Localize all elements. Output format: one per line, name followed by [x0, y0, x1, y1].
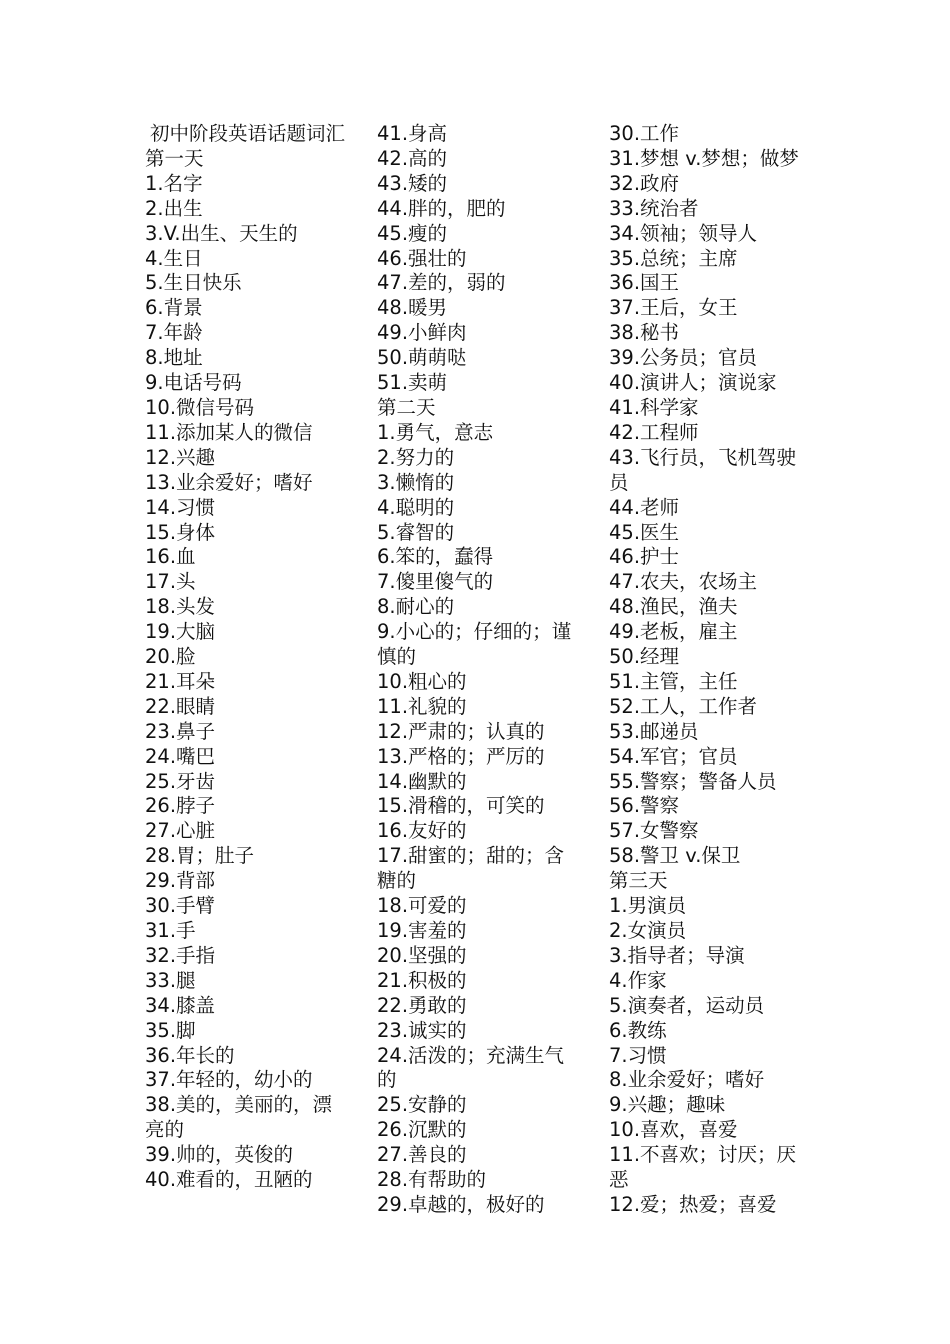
vocab-item: 11.不喜欢；讨厌；厌恶: [609, 1143, 797, 1192]
vocab-item: 36.国王: [609, 271, 680, 295]
vocab-item: 51.卖萌: [377, 371, 448, 395]
vocab-item: 13.业余爱好；嗜好: [145, 470, 313, 494]
vocab-item: 37.年轻的，幼小的: [145, 1068, 313, 1092]
vocab-item: 34.领袖；领导人: [609, 221, 758, 245]
vocab-item: 9.电话号码: [145, 371, 242, 395]
vocab-item: 10.粗心的: [377, 669, 467, 693]
vocab-item: 50.经理: [609, 645, 680, 669]
vocab-item: 33.腿: [145, 968, 196, 992]
vocab-item: 53.邮递员: [609, 719, 699, 743]
vocab-item: 5.睿智的: [377, 520, 455, 544]
vocab-item: 18.头发: [145, 595, 216, 619]
vocab-item: 9.兴趣；趣味: [609, 1093, 726, 1117]
vocab-item: 44.胖的，肥的: [377, 196, 506, 220]
vocab-item: 1.男演员: [609, 894, 687, 918]
vocab-item: 45.医生: [609, 520, 680, 544]
vocab-item: 38.美的，美丽的，漂亮的: [145, 1093, 333, 1142]
vocab-item: 7.年龄: [145, 321, 203, 345]
vocab-item: 7.习惯: [609, 1043, 667, 1067]
vocab-item: 48.暖男: [377, 296, 448, 320]
vocab-item: 21.积极的: [377, 968, 467, 992]
vocab-item: 24.活泼的；充满生气的: [377, 1043, 565, 1092]
vocab-item: 15.身体: [145, 520, 216, 544]
vocab-item: 12.爱；热爱；喜爱: [609, 1192, 777, 1216]
vocab-item: 31.手: [145, 919, 196, 942]
vocab-item: 49.小鲜肉: [377, 321, 467, 345]
vocab-item: 3.懒惰的: [377, 470, 455, 494]
vocab-item: 26.脖子: [145, 794, 216, 818]
vocab-item: 55.警察；警备人员: [609, 769, 777, 793]
vocab-item: 31.梦想 v.梦想；做梦: [609, 146, 799, 170]
vocab-item: 27.善良的: [377, 1143, 467, 1167]
vocab-item: 10.微信号码: [145, 395, 255, 419]
vocab-item: 41.身高: [377, 122, 448, 145]
vocab-item: 50.萌萌哒: [377, 346, 467, 370]
vocab-item: 25.安静的: [377, 1093, 467, 1117]
vocab-item: 42.高的: [377, 146, 448, 170]
vocab-column-1: [145, 122, 350, 1193]
vocab-item: 15.滑稽的，可笑的: [377, 794, 545, 818]
vocab-item: 4.作家: [609, 968, 667, 992]
vocab-item: 35.脚: [145, 1018, 196, 1042]
vocab-item: 4.聪明的: [377, 495, 455, 519]
vocab-item: 20.坚强的: [377, 943, 467, 967]
vocab-item: 54.军官；官员: [609, 744, 738, 768]
vocab-item: 27.心脏: [145, 819, 216, 843]
vocab-item: 32.手指: [145, 943, 216, 967]
vocab-item: 42.工程师: [609, 420, 699, 444]
vocab-item: 26.沉默的: [377, 1118, 467, 1142]
vocab-item: 43.飞行员，飞机驾驶员: [609, 445, 797, 494]
vocab-item: 20.脸: [145, 645, 196, 669]
vocab-item: 41.科学家: [609, 395, 699, 419]
vocab-column-2: [377, 122, 582, 1218]
vocab-item: 34.膝盖: [145, 993, 216, 1017]
vocab-item: 1.勇气，意志: [377, 420, 494, 444]
vocab-item: 46.护士: [609, 545, 680, 569]
vocab-item: 44.老师: [609, 495, 680, 519]
vocab-item: 14.习惯: [145, 495, 216, 519]
vocab-item: 17.头: [145, 570, 196, 594]
vocab-item: 29.背部: [145, 869, 216, 893]
vocab-item: 38.秘书: [609, 321, 680, 345]
vocab-item: 14.幽默的: [377, 769, 467, 793]
vocab-item: 11.礼貌的: [377, 694, 467, 718]
vocab-item: 25.牙齿: [145, 769, 216, 793]
vocab-item: 37.王后，女王: [609, 296, 738, 320]
vocab-item: 13.严格的；严厉的: [377, 744, 545, 768]
vocab-item: 29.卓越的，极好的: [377, 1192, 545, 1216]
vocab-item: 22.眼睛: [145, 694, 216, 718]
vocab-item: 51.主管，主任: [609, 669, 738, 693]
vocab-item: 11.添加某人的微信: [145, 420, 313, 444]
vocab-item: 12.兴趣: [145, 445, 216, 469]
vocab-item: 40.演讲人；演说家: [609, 371, 777, 395]
vocab-item: 2.出生: [145, 196, 203, 220]
vocab-item: 22.勇敢的: [377, 993, 467, 1017]
vocab-item: 16.血: [145, 545, 196, 569]
vocab-item: 52.工人，工作者: [609, 694, 758, 718]
document-title: 初中阶段英语话题词汇: [149, 122, 345, 145]
vocab-item: 48.渔民，渔夫: [609, 595, 738, 619]
vocab-item: 8.耐心的: [377, 595, 455, 619]
vocab-item: 3.V.出生、天生的: [145, 221, 298, 245]
vocab-item: 57.女警察: [609, 819, 699, 843]
vocab-item: 5.演奏者，运动员: [609, 993, 765, 1017]
vocab-item: 47.农夫，农场主: [609, 570, 758, 594]
vocab-item: 8.业余爱好；嗜好: [609, 1068, 765, 1092]
vocab-column-3: [609, 122, 814, 1218]
vocab-item: 35.总统；主席: [609, 246, 738, 270]
vocab-item: 24.嘴巴: [145, 744, 216, 768]
vocab-item: 19.大脑: [145, 620, 216, 644]
vocab-item: 4.生日: [145, 246, 203, 270]
vocab-item: 39.公务员；官员: [609, 346, 758, 370]
vocab-item: 56.警察: [609, 794, 680, 818]
vocab-item: 1.名字: [145, 171, 203, 195]
vocab-item: 32.政府: [609, 171, 680, 195]
vocab-item: 21.耳朵: [145, 669, 216, 693]
vocab-item: 2.努力的: [377, 445, 455, 469]
vocab-item: 30.工作: [609, 122, 680, 145]
vocab-item: 39.帅的，英俊的: [145, 1143, 294, 1167]
vocab-item: 12.严肃的；认真的: [377, 719, 545, 743]
vocab-item: 23.诚实的: [377, 1018, 467, 1042]
vocab-item: 28.有帮助的: [377, 1168, 487, 1192]
vocab-item: 43.矮的: [377, 171, 448, 195]
vocab-item: 6.背景: [145, 296, 203, 320]
vocab-item: 10.喜欢，喜爱: [609, 1118, 738, 1142]
vocab-item: 7.傻里傻气的: [377, 570, 494, 594]
vocab-item: 6.笨的，蠢得: [377, 545, 494, 569]
vocab-item: 36.年长的: [145, 1043, 235, 1067]
vocab-item: 17.甜蜜的；甜的；含糖的: [377, 844, 565, 893]
vocab-item: 33.统治者: [609, 196, 699, 220]
vocab-item: 45.瘦的: [377, 221, 448, 245]
vocab-item: 9.小心的；仔细的；谨慎的: [377, 620, 572, 669]
vocab-item: 23.鼻子: [145, 719, 216, 743]
vocab-item: 16.友好的: [377, 819, 467, 843]
vocab-item: 18.可爱的: [377, 894, 467, 918]
vocab-item: 49.老板，雇主: [609, 620, 738, 644]
vocab-item: 6.教练: [609, 1018, 667, 1042]
vocab-item: 28.胃；肚子: [145, 844, 255, 868]
day-heading: 第三天: [609, 869, 668, 893]
vocab-item: 46.强壮的: [377, 246, 467, 270]
vocab-item: 2.女演员: [609, 919, 687, 942]
vocab-item: 30.手臂: [145, 894, 216, 918]
vocab-item: 58.警卫 v.保卫: [609, 844, 741, 868]
vocab-item: 19.害羞的: [377, 919, 467, 942]
vocab-item: 40.难看的，丑陋的: [145, 1168, 313, 1192]
vocab-item: 47.差的，弱的: [377, 271, 506, 295]
vocab-item: 5.生日快乐: [145, 271, 242, 295]
day-heading: 第一天: [145, 146, 204, 170]
vocab-item: 8.地址: [145, 346, 203, 370]
vocab-item: 3.指导者；导演: [609, 943, 745, 967]
day-heading: 第二天: [377, 395, 436, 419]
